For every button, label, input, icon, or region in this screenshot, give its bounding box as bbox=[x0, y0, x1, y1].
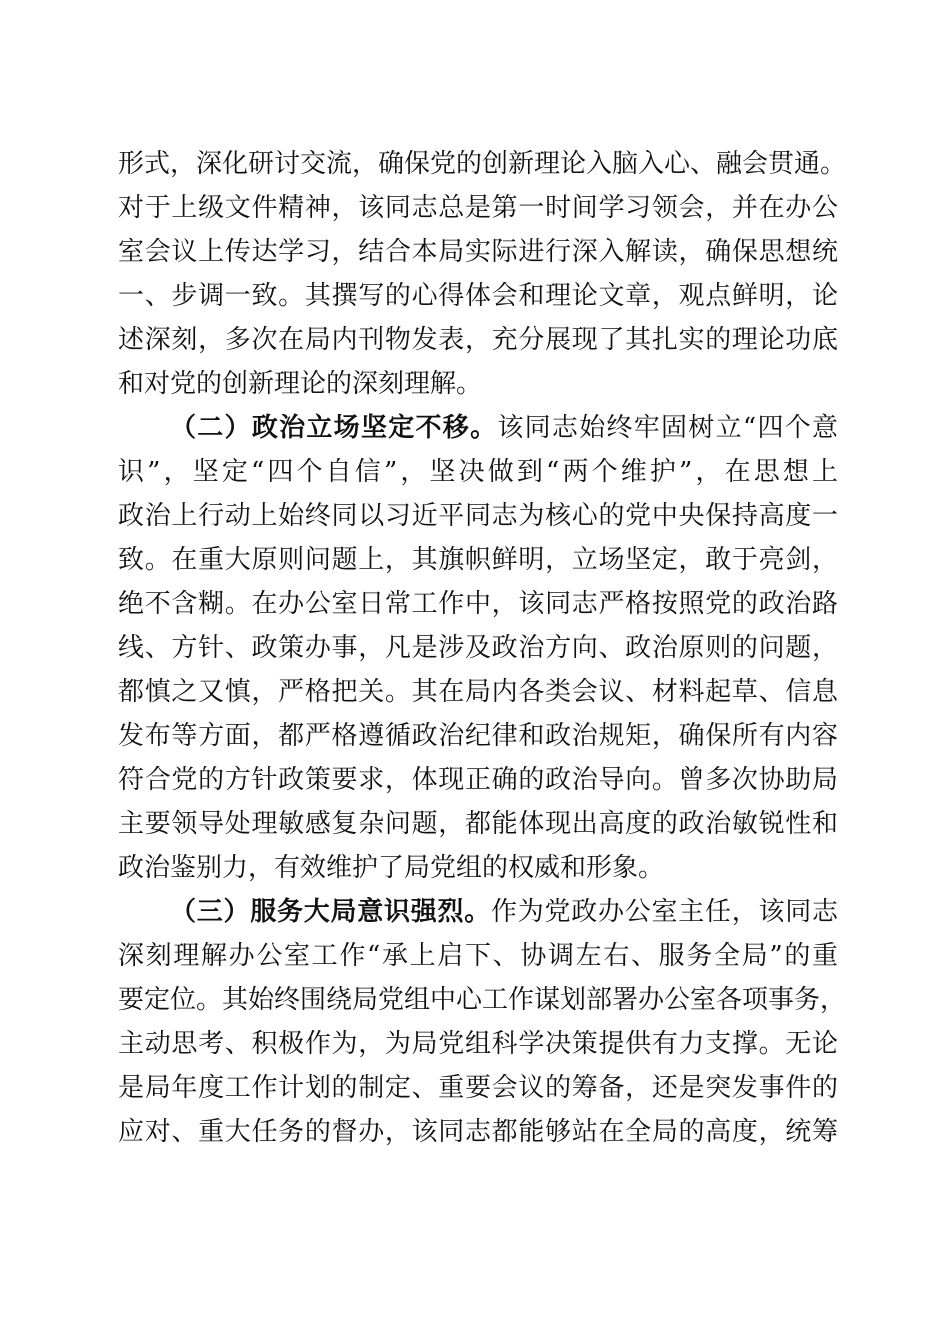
paragraph-line: 都慎之又慎，严格把关。其在局内各类会议、材料起草、信息 bbox=[118, 677, 838, 707]
paragraph-line: 和对党的创新理论的深刻理解。 bbox=[118, 369, 483, 399]
paragraph-line: 致。在重大原则问题上，其旗帜鲜明，立场坚定，敢于亮剑， bbox=[118, 545, 838, 575]
paragraph-line: 室会议上传达学习，结合本局实际进行深入解读，确保思想统 bbox=[118, 237, 838, 267]
paragraph-line: 对于上级文件精神，该同志总是第一时间学习领会，并在办公 bbox=[118, 193, 838, 223]
paragraph-line: 识”，坚定“四个自信”，坚决做到“两个维护”，在思想上 bbox=[118, 457, 838, 487]
section-first-line bbox=[118, 890, 838, 934]
paragraph-line: 一、步调一致。其撰写的心得体会和理论文章，观点鲜明，论 bbox=[118, 281, 838, 311]
paragraph-line: 发布等方面，都严格遵循政治纪律和政治规矩，确保所有内容 bbox=[118, 721, 838, 751]
paragraph-line: 应对、重大任务的督办，该同志都能够站在全局的高度，统筹 bbox=[118, 1117, 838, 1147]
paragraph-line: 线、方针、政策办事，凡是涉及政治方向、政治原则的问题， bbox=[118, 633, 838, 663]
paragraph-line: 绝不含糊。在办公室日常工作中，该同志严格按照党的政治路 bbox=[118, 589, 838, 619]
section-first-line bbox=[118, 406, 838, 450]
paragraph-line: 政治鉴别力，有效维护了局党组的权威和形象。 bbox=[118, 853, 665, 883]
paragraph-line: 要定位。其始终围绕局党组中心工作谋划部署办公室各项事务， bbox=[118, 985, 847, 1015]
paragraph-line: 是局年度工作计划的制定、重要会议的筹备，还是突发事件的 bbox=[118, 1073, 838, 1103]
paragraph-line: 述深刻，多次在局内刊物发表，充分展现了其扎实的理论功底 bbox=[118, 325, 838, 355]
paragraph-line: 主要领导处理敏感复杂问题，都能体现出高度的政治敏锐性和 bbox=[118, 809, 838, 839]
paragraph-line: 政治上行动上始终同以习近平同志为核心的党中央保持高度一 bbox=[118, 501, 838, 531]
paragraph-line: 深刻理解办公室工作“承上启下、协调左右、服务全局”的重 bbox=[118, 941, 838, 971]
paragraph-line: 形式，深化研讨交流，确保党的创新理论入脑入心、融会贯通。 bbox=[118, 149, 847, 179]
section-heading: （三）服务大局意识强烈。 bbox=[170, 897, 491, 927]
paragraph-line: 主动思考、积极作为，为局党组科学决策提供有力支撑。无论 bbox=[118, 1029, 838, 1059]
section-first-line-text: 作为党政办公室主任，该同志 bbox=[491, 897, 838, 927]
section-heading: （二）政治立场坚定不移。 bbox=[170, 413, 498, 443]
document-body bbox=[118, 142, 847, 1154]
section-first-line-text: 该同志始终牢固树立“四个意 bbox=[497, 413, 838, 443]
paragraph-line: 符合党的方针政策要求，体现正确的政治导向。曾多次协助局 bbox=[118, 765, 838, 795]
